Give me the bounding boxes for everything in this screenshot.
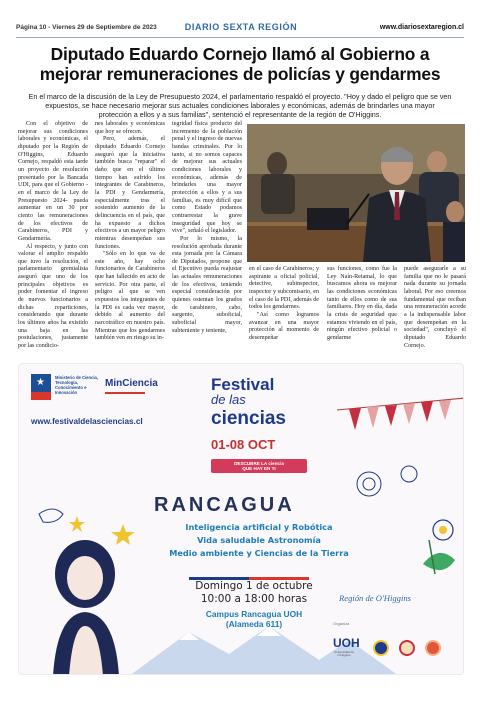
paragraph: Por lo mismo, la resolución aprobada durante esta jornada por la Cámara de Diputados, propone que el Ejecutivo pueda reajustar las actuales remuneraciones de los efectivos, teniendo especial consideración por quienes ostentan los grados de carabinero, cabo, sargento, suboficial, suboficial mayor, subteniente y teniente, <box>172 235 242 334</box>
venue-name: Campus Rancagua UOH <box>205 609 303 619</box>
paragraph: sus funciones, como fue la Ley Naín-Retamal, lo que buscamos ahora es mejorar las condiciones económicas tanto de ellos como de sus familiares. Hoy en día, dada la crisis de seguridad que estamos viviendo en el país, ningún efectivo policial o gendarme <box>327 266 397 341</box>
paragraph: Pero, además, el diputado Eduardo Cornejo aseguró que la iniciativa también busca "reparar" el daño que en el último tiempo han sufrido los integrantes de Carabineros, la PDI y Gendarmería, especialmente tras el sostenido aumento de la delincuencia en el país, que ha expuesto a dichos efectivos a un mayor peligro mientras desempeñan sus funciones. <box>95 136 165 250</box>
article-headline: Diputado Eduardo Cornejo llamó al Gobierno a mejorar remuneraciones de policías y gendarmes <box>39 44 441 84</box>
article-column-2 <box>95 121 165 343</box>
event-venue <box>179 609 329 629</box>
event-time: 10:00 a 18:00 horas <box>200 592 308 605</box>
article-column-3 <box>172 121 242 335</box>
event-schedule <box>179 580 329 605</box>
paragraph: Con el objetivo de mejorar sus condiciones laborales y económicas, el diputado por la Región de O'Higgins, Eduardo Cornejo, respaldó esta tarde un proyecto de resolución presentado por la Bancada UDI, para que el Gobierno -en el marco de la Ley de Presupuesto 2024- pueda aumentar en un 30 por ciento las remuneraciones de los efectivos de Carabineros, PDI y Gendarmería. <box>18 121 88 242</box>
topic-line: Medio ambiente y Ciencias de la Tierra <box>169 548 349 558</box>
page-header <box>16 24 464 38</box>
paragraph: puede asegurarle a su familia que no le pasará nada durante su jornada laboral. Por eso creemos fundamental que reciban una remuneración acorde a la indispensable labor que desempeñan en la sociedad", concluyó el diputado Eduardo Cornejo. <box>404 266 466 349</box>
festival-dates: 01-08 OCT <box>211 437 276 452</box>
article-column-1 <box>18 121 88 351</box>
festival-url[interactable]: www.festivaldelasciencias.cl <box>31 417 143 426</box>
topic-line: Inteligencia artificial y Robótica <box>185 522 333 532</box>
paragraph: Al respecto, y junto con valorar el amplio respaldo que tuvo la resolución, el parlamentario gremialista aseguró que uno de los principales objetivos es poder fomentar el ingreso de nuevos funcionarios a dichas reparticiones, considerando que durante los últimos años ha existido una baja en las postulaciones, justamente por las condicio- <box>18 243 88 350</box>
paragraph: "Así como logramos avanzar en una mayor protección al momento de desempeñar <box>249 311 319 341</box>
event-date: Domingo 1 de octubre <box>195 580 313 592</box>
slogan-line1: DESCUBRE LA ciencia <box>234 460 284 466</box>
event-city: RANCAGUA <box>154 494 295 516</box>
uoh-logo-text: UOH <box>333 636 360 650</box>
festival-advertisement <box>18 363 464 675</box>
slogan-line2: QUE HAY EN TI <box>242 466 276 472</box>
article-lead: En el marco de la discusión de la Ley de Presupuesto 2024, el parlamentario respaldó el proyecto. "Hoy y dado el peligro que se ven expuestos, se hace necesario mejorar sus actuales condiciones laborales y económicas, además de brindarles una mayor protección a ellos y a sus familias", sentenció el representante de la región de O'Higgins. <box>28 92 452 119</box>
minciencia-rule <box>105 392 145 394</box>
regional-seal-icon <box>399 640 415 656</box>
article-photo <box>247 124 465 262</box>
header-divider <box>16 37 464 38</box>
festival-title-line3: ciencias <box>211 408 286 429</box>
paragraph: nes laborales y económicas que hoy se ofrecen. <box>95 121 165 135</box>
page-info: Página 10 - Viernes 29 de Septiembre de 2023 <box>16 24 157 31</box>
minciencia-logo-text: MinCiencia <box>105 378 158 389</box>
municipal-seal-icon <box>373 640 389 656</box>
government-logo <box>31 374 51 400</box>
paragraph: "Sólo en lo que va de este año, hay ocho funcionarios de Carabineros que han fallecido en acto de servicio. Por otra parte, el peligro al que se ven expuestos los integrantes de la PDI es cada vez mayor, debido al aumento del narcotráfico en nuestro país. Mientras que los gendarmes también ven en riesgo su in- <box>95 251 165 342</box>
festival-title-line1: Festival <box>211 375 275 394</box>
paragraph: tegridad física producto del incremento de la población penal y el ingreso de nuevas bandas criminales. Por lo tanto, si no somos capaces de mejorar sus actuales condiciones laborales y económicas, además de brindarles una mayor protección a ellos y a sus familias, es muy difícil que como Estado podamos contrarrestar la grave inseguridad que hoy se vive", señaló el legislador. <box>172 121 242 235</box>
festival-title-line2: de las <box>211 392 246 407</box>
uoh-subtitle: Universidad de O'Higgins <box>333 650 354 658</box>
organizer-label: Organiza <box>333 621 350 626</box>
section-name: DIARIO SEXTA REGIÓN <box>184 22 298 32</box>
star-icon: ★ <box>36 377 45 388</box>
venue-address: (Alameda 611) <box>225 619 283 629</box>
article-column-5 <box>327 266 397 343</box>
article-column-4 <box>249 266 319 343</box>
website-link[interactable]: www.diariosextaregion.cl <box>379 24 464 31</box>
ministry-name: Ministerio de Ciencia, Tecnología, Conocimiento e Innovación <box>55 375 99 395</box>
color-rule <box>189 567 309 570</box>
paragraph: en el caso de Carabineros; y aspirante a oficial policial, detective, subinspector, inspector y subcomisario, en el caso de la PDI, además de todos los gendarmes. <box>249 266 319 311</box>
festival-slogan-chip <box>211 459 307 473</box>
topic-line: Vida saludable Astronomía <box>197 535 321 545</box>
region-name: Región de O'Higgins <box>339 593 412 603</box>
article-column-6 <box>404 266 466 350</box>
congress-scene-image <box>247 124 465 262</box>
partner-logo-icon <box>425 640 441 656</box>
